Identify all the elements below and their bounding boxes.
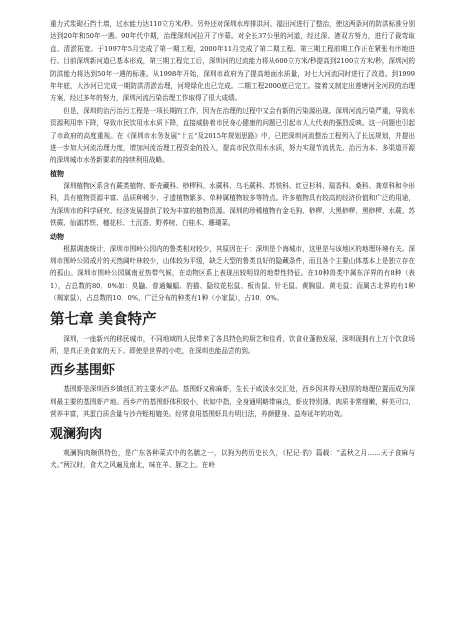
subheading-plants: 植物 [50,168,64,178]
paragraph-food-intro: 深圳，一座新兴的移民城市，不同地域的人民带来了各具特色的厨艺和佳肴，饮食业蓬勃发展，深圳现拥有上万个饮食场所，是真正美食家的天下。即使是世界的小吃，在深圳也能品尝的到。 [50,334,415,355]
chapter-heading: 第七章 美食特产 [50,311,157,328]
paragraph-dog-meat: 观澜狗肉颇俱特色，是广东各种菜式中的名膳之一，以狗为药历史长久，《杞记·豹》篇载：“孟秋之月……天子食麻与犬。”两汉时，食犬之风遍及南北，味在羊、豚之上。在岭 [50,448,415,469]
section-heading-dog-meat: 观澜狗肉 [50,426,103,442]
paragraph-plants: 深圳植物区系含有蕨类植物、虾壳藏科、桫椤科、水蕨科、乌毛蕨科、苏铁科、红豆杉科、瑞香科、桑科、龚草科和伞形科，具有植物资源丰富、品质种稀少、孑遗植物繁多、单种属植物较多等特点。许多植物具有较高的经济价值和广泛的用途，为深圳市的科学研究、经济发展提供了较为丰富的植物资源。深圳的珍稀植物有金毛狗、桫椤、大黑桫椤、黑桫椤、水蕨、苏铁蕨、仙湖苏铁、穗花杉、土沉香、野荞树、白桂木、珊瑚菜。 [50,181,415,228]
document-page [50,18,415,633]
paragraph-animals: 根据调查统计，深圳市围岭公园内的鲁类相对较少，其原因在于：深圳是个海城市，这里是与该地区的地理环境有关。深圳市围岭公园成片的天然阔叶林较少，山体较为平缓，缺乏大型的鲁类良好的隐藏条件，而且各个主要山体基本上是独立存在的孤山。深圳市围岭公园属南亚热带气候，在动物区系上表现出较明显的地带性特征。在10种兽类中属东洋界的有8种（表1），占总数的80．0%如：臭鼬、普通蝙蝠、豹猫、隐纹花松鼠、板齿鼠、针毛鼠、黄胸鼠、黄毛鼠；而属古北界的有1种（褐家鼠），占总数的10．0%，广泛分布的种类有1种（小家鼠），占10．0%。 [50,244,415,303]
section-heading-shrimp: 西乡基围虾 [50,363,116,379]
paragraph-flood-control: 重力式浆砌石挡土墙，过水能力达110立方米/秒。另外还对深圳水库排洪河、福田河进行了整治，使这两条河的防洪标准分别达到20年和50年一遇。90年代中期，治理深圳河拉开了序幕。对全长37公里的河道，经过深、港双方努力，进行了裁弯取直、清淤拓宽。于1997年5月完成了第一期工程，2000年11月完成了第二期工程。第三期工程前期工作正在紧张有序地进行。目前深圳新河道已基本形成，第三期工程完工后，深圳河的过流能力将从600立方米/秒提高到2100立方米/秒，深圳河的防洪能力将达到50年一遇的标准。从1998年开始，深圳市政府为了提高地面水质量，对七大河流同时进行了改造。到1999年年底，大沙河已完成一期防洪清淤治理，河堤绿化也已完成。二期工程2000底已完工。接着又制定出莲塘河全河段的治理方案，经过多年的努力，深圳河流污染治理工作取得了很大成绩。 [50,20,415,103]
subheading-animals: 动物 [50,231,64,241]
paragraph-pollution: 但是，深圳的治污治污工程是一项长期的工作，因为在治理的过程中又会有新的污染源出现。深圳河流污染严重，导致水资源利用率下降，导致市民饮用水水质下降，直接威胁着市民身心健康的问题已引起市人大代表的强烈反映。这一问题也引起了市政府的高度重视。在《深圳市水务发展“十五”及2015年规划思路》中，已把深圳河流整治工程列入了长远规划，并提出进一步加大河流治理力度，增加河流治理工程资金的投入，提高市民饮用水水质，努力实现节流优先、治污为本、多渠道开源的深圳城市水务新要求的持续利用战略。 [50,106,415,165]
paragraph-shrimp: 基围虾是深圳西乡镇创汇的主要水产品。基围虾又称麻虾，生长于咸淡水交汇处，西乡因其得天独厚的地理位置而成为深圳最主要的基围虾产地。西乡产的基围虾体积较小，状如中指，全身通明略带麻点，虾皮特别薄，肉质非常细嫩，鲜美可口，营养丰富，其蛋白质含量与沙卉蛭相媲美。经常食用基围虾具有明目法，养颜健身、益寿延年的功效。 [50,385,415,419]
